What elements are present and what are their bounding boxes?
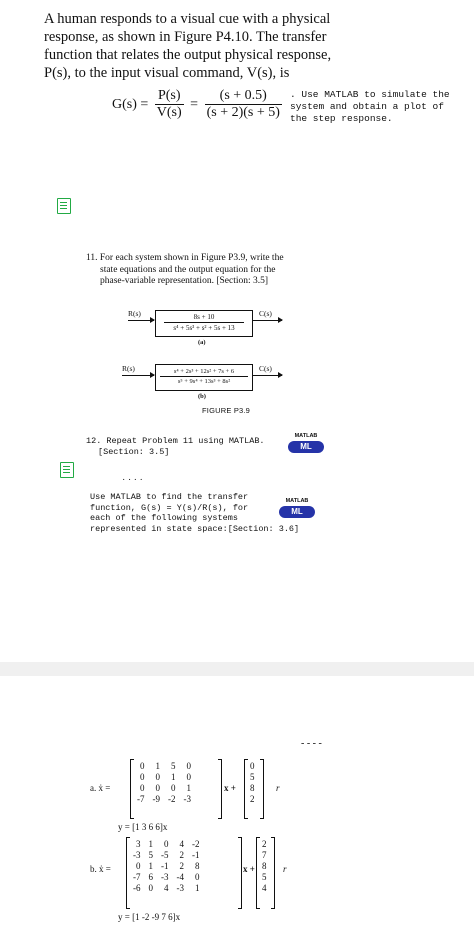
matrix-cell: -3 xyxy=(161,872,169,882)
block-a-input-arrow xyxy=(128,320,154,321)
matrix-cell: 3 xyxy=(136,839,141,849)
problem-11-line: 11. For each system shown in Figure P3.9, write the xyxy=(86,253,284,263)
block-b-denominator: s⁵ + 9s⁴ + 13s³ + 8s² xyxy=(177,378,231,385)
block-b-output-arrow xyxy=(252,375,282,376)
problem-11-line: state equations and the output equation for the xyxy=(100,264,276,275)
matrix-cell: 1 xyxy=(171,772,176,782)
intro-line: response, as shown in Figure P4.10. The transfer xyxy=(44,29,327,45)
matrix-row xyxy=(258,861,271,872)
matrix-row xyxy=(258,839,271,850)
faint-marks: - - - - xyxy=(301,738,322,749)
matrix-cell: 2 xyxy=(179,850,184,860)
system-a-x-plus: x + xyxy=(224,783,236,793)
matrix-cell: 4 xyxy=(179,839,184,849)
matrix-cell: 8 xyxy=(250,783,255,793)
system-b-label: b. ẋ = xyxy=(90,864,111,874)
system-a-output: y = [1 3 6 6]x xyxy=(118,822,168,832)
matrix-cell: -1 xyxy=(161,861,169,871)
matrix-cell: 4 xyxy=(262,883,267,893)
matrix-cell: -5 xyxy=(161,850,169,860)
matrix-cell: 0 xyxy=(164,839,169,849)
system-a-matrix-B xyxy=(246,761,259,805)
system-b-x-plus: x + xyxy=(243,864,255,874)
matrix-bracket xyxy=(271,837,275,909)
block-b-transfer-box xyxy=(155,364,253,391)
matrix-cell: 2 xyxy=(179,861,184,871)
matrix-cell: 0 xyxy=(155,783,160,793)
matrix-row xyxy=(129,872,204,883)
matrix-cell: 7 xyxy=(262,850,267,860)
block-a-numerator: 8s + 10 xyxy=(164,313,244,323)
matrix-cell: -6 xyxy=(133,883,141,893)
matrix-cell: 6 xyxy=(148,872,153,882)
matrix-cell: 1 xyxy=(155,761,160,771)
matrix-cell: 0 xyxy=(140,783,145,793)
faint-marks: ˙ ˙ ˙ ˙ xyxy=(122,478,143,489)
matrix-row xyxy=(258,883,271,894)
block-a-label: (a) xyxy=(198,339,206,346)
intro-line: P(s), to the input visual command, V(s), is xyxy=(44,65,290,81)
problem-11-line: phase-variable representation. [Section: 3.5] xyxy=(100,276,269,286)
tf-fraction-1 xyxy=(155,88,184,121)
matrix-cell: -2 xyxy=(168,794,176,804)
matrix-cell: -9 xyxy=(152,794,160,804)
matrix-cell: 5 xyxy=(250,772,255,782)
matlab-note-line: system and obtain a plot of xyxy=(290,101,444,112)
matrix-row xyxy=(133,794,195,805)
tf-frac1-denominator: V(s) xyxy=(156,105,182,120)
system-a-matrix-A xyxy=(133,761,195,805)
matlab-note-line: . Use MATLAB to simulate the xyxy=(290,89,450,100)
problem-12-line: [Section: 3.5] xyxy=(98,447,170,457)
tf-lhs: G(s) = xyxy=(112,96,149,112)
block-a-output-arrow xyxy=(252,320,282,321)
matrix-bracket xyxy=(238,837,242,909)
matrix-row xyxy=(246,783,259,794)
matrix-row xyxy=(133,761,195,772)
matlab-badge-caption: MATLAB xyxy=(285,498,309,504)
system-b-output: y = [1 -2 -9 7 6]x xyxy=(118,912,181,922)
matrix-cell: 0 xyxy=(140,761,145,771)
matrix-row xyxy=(129,839,204,850)
matrix-cell: -2 xyxy=(192,839,200,849)
problem-13-line: function, G(s) = Y(s)/R(s), for xyxy=(90,502,249,513)
matrix-row xyxy=(246,761,259,772)
matrix-cell: -3 xyxy=(176,883,184,893)
block-a-input-label: R(s) xyxy=(128,309,141,318)
intro-line: function that relates the output physical response, xyxy=(44,47,332,63)
problem-13-line: represented in state space:[Section: 3.6] xyxy=(90,523,300,534)
matrix-cell: 0 xyxy=(140,772,145,782)
problem-12-text xyxy=(86,436,265,458)
matrix-cell: -4 xyxy=(176,872,184,882)
matrix-bracket xyxy=(218,759,222,819)
block-a-output-label: C(s) xyxy=(259,309,272,318)
tf-equals: = xyxy=(190,96,199,112)
note-icon[interactable] xyxy=(60,462,74,478)
block-b-label: (b) xyxy=(198,393,206,400)
matrix-row xyxy=(133,783,195,794)
block-b-input-arrow xyxy=(122,375,154,376)
transfer-function-equation xyxy=(112,88,285,121)
system-b-matrix-B xyxy=(258,839,271,894)
matlab-note xyxy=(290,89,470,125)
problem-13-line: Use MATLAB to find the transfer xyxy=(90,492,249,502)
matrix-row xyxy=(258,850,271,861)
matrix-row xyxy=(129,850,204,861)
problem-13-line: each of the following systems xyxy=(90,513,238,523)
matrix-cell: -7 xyxy=(137,794,145,804)
matrix-cell: 1 xyxy=(148,861,153,871)
matlab-note-line: the step response. xyxy=(290,113,393,124)
matrix-row xyxy=(129,883,204,894)
intro-paragraph xyxy=(44,10,364,82)
block-a-denominator: s⁴ + 5s³ + s² + 5s + 13 xyxy=(173,324,235,332)
matrix-cell: 0 xyxy=(148,883,153,893)
matrix-row xyxy=(246,794,259,805)
block-b-output-label: C(s) xyxy=(259,364,272,373)
matrix-cell: 0 xyxy=(186,772,191,782)
matrix-cell: 0 xyxy=(186,761,191,771)
block-a-transfer-box xyxy=(155,310,253,337)
matrix-cell: 1 xyxy=(148,839,153,849)
block-b-numerator: s⁴ + 2s³ + 12s² + 7s + 6 xyxy=(160,367,248,377)
system-b-r: r xyxy=(283,864,287,874)
problem-12-line: 12. Repeat Problem 11 using MATLAB. xyxy=(86,436,265,446)
matrix-cell: 1 xyxy=(195,883,200,893)
note-icon[interactable] xyxy=(57,198,71,214)
matrix-cell: 0 xyxy=(250,761,255,771)
ml-badge[interactable]: ML xyxy=(279,506,315,518)
matrix-cell: 5 xyxy=(171,761,176,771)
matrix-cell: 1 xyxy=(186,783,191,793)
matrix-cell: -3 xyxy=(133,850,141,860)
system-a-label: a. ẋ = xyxy=(90,783,111,793)
page-divider xyxy=(0,662,474,676)
matrix-cell: 8 xyxy=(195,861,200,871)
matrix-cell: 2 xyxy=(250,794,255,804)
tf-frac1-numerator: P(s) xyxy=(155,88,184,105)
matrix-cell: -1 xyxy=(192,850,200,860)
matrix-cell: 0 xyxy=(195,872,200,882)
matrix-cell: 0 xyxy=(171,783,176,793)
matrix-cell: 2 xyxy=(262,839,267,849)
matrix-cell: -3 xyxy=(183,794,191,804)
figure-caption: FIGURE P3.9 xyxy=(202,406,251,415)
matrix-cell: 8 xyxy=(262,861,267,871)
matrix-cell: 5 xyxy=(148,850,153,860)
intro-line: A human responds to a visual cue with a physical xyxy=(44,11,331,27)
system-b-matrix-A xyxy=(129,839,204,894)
matrix-row xyxy=(258,872,271,883)
ml-badge[interactable]: ML xyxy=(288,441,324,453)
matrix-cell: 0 xyxy=(155,772,160,782)
tf-fraction-2 xyxy=(205,88,282,121)
matrix-cell: 4 xyxy=(164,883,169,893)
matrix-row xyxy=(133,772,195,783)
tf-frac2-numerator: (s + 0.5) xyxy=(205,88,282,105)
matrix-cell: 5 xyxy=(262,872,267,882)
matrix-row xyxy=(129,861,204,872)
system-a-r: r xyxy=(276,783,280,793)
matrix-bracket xyxy=(260,759,264,819)
block-b-input-label: R(s) xyxy=(122,364,135,373)
tf-frac2-denominator: (s + 2)(s + 5) xyxy=(206,105,280,120)
matlab-badge-caption: MATLAB xyxy=(294,433,318,439)
problem-11-text xyxy=(86,253,326,288)
matrix-cell: -7 xyxy=(133,872,141,882)
matrix-row xyxy=(246,772,259,783)
matrix-cell: 0 xyxy=(136,861,141,871)
